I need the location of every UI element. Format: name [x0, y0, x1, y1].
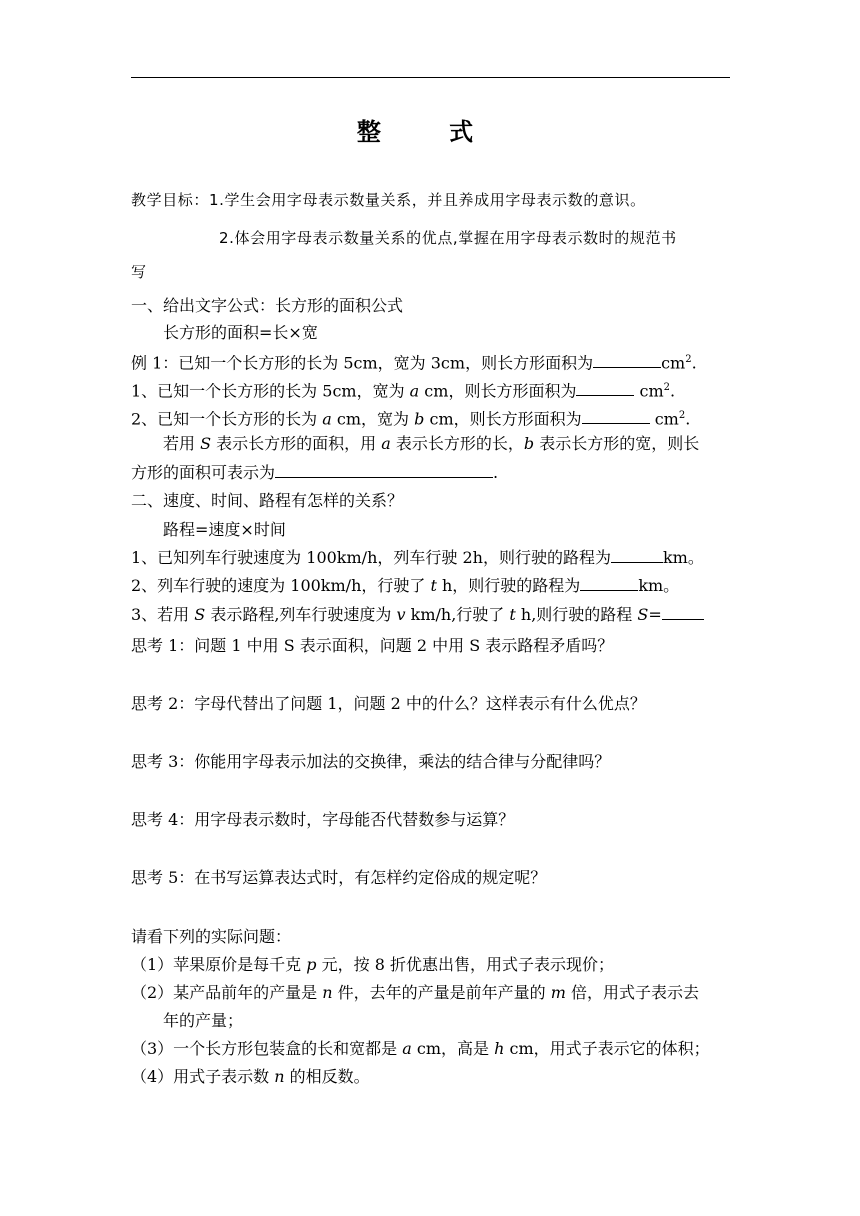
example-1	[131, 350, 697, 373]
unit: cm	[661, 353, 686, 373]
practice-1	[131, 955, 614, 975]
unit: km。	[638, 576, 680, 595]
answer-blank[interactable]	[611, 548, 663, 563]
page-title: 整 式	[356, 117, 504, 146]
answer-blank[interactable]	[582, 409, 650, 424]
para-text: 表示长方形的宽，则长	[534, 434, 700, 453]
question-text: 2、已知一个长方形的长为	[131, 409, 323, 429]
period: .	[670, 381, 676, 401]
para-text: 方形的面积可表示为	[131, 463, 276, 482]
question-1-2	[131, 406, 690, 429]
question-text: cm，宽为	[331, 409, 415, 429]
period: .	[493, 463, 499, 482]
practice-text: 元，按 8 折优惠出售，用式子表示现价；	[316, 955, 614, 974]
question-1-1	[131, 378, 675, 401]
example-1-text: 例 1：已知一个长方形的长为 5cm，宽为 3cm，则长方形面积为	[131, 353, 594, 373]
practice-text: 倍，用式子表示去	[565, 983, 700, 1002]
unit: cm	[634, 381, 664, 401]
variable-n: n	[322, 983, 333, 1002]
question-text: cm，则长方形面积为	[424, 409, 582, 429]
variable-n: n	[274, 1067, 285, 1086]
question-text: 1、已知一个长方形的长为 5cm，宽为	[131, 381, 410, 401]
variable-a: a	[322, 409, 332, 429]
variable-b: b	[523, 434, 535, 453]
question-2-3	[131, 605, 704, 625]
objective-1	[131, 190, 646, 210]
answer-blank[interactable]	[593, 353, 661, 368]
distance-formula: 路程=速度×时间	[163, 520, 286, 539]
question-text: 3、若用	[131, 605, 195, 624]
variable-h: h	[494, 1039, 505, 1058]
practice-4	[131, 1067, 370, 1087]
thinking-5: 思考 5：在书写运算表达式时，有怎样约定俗成的规定呢？	[131, 868, 547, 887]
variable-t: t	[509, 605, 516, 624]
header-rule	[131, 77, 730, 78]
period: .	[691, 353, 697, 373]
thinking-3: 思考 3：你能用字母表示加法的交换律，乘法的结合律与分配律吗？	[131, 752, 611, 771]
answer-blank[interactable]	[275, 463, 493, 478]
unit: cm	[649, 409, 679, 429]
question-text: 1、已知列车行驶速度为 100km/h，列车行驶 2h，则行驶的路程为	[131, 548, 611, 567]
variable-a: a	[402, 1039, 412, 1058]
variable-S: S	[200, 434, 212, 453]
practice-text: （2）某产品前年的产量是	[131, 983, 323, 1002]
practice-3	[131, 1039, 710, 1059]
question-text: h,则行驶的路程	[515, 605, 638, 624]
unit-exponent: 2	[678, 410, 686, 421]
section1-heading: 一、给出文字公式：长方形的面积公式	[131, 296, 404, 315]
objectives-label: 教学目标：	[131, 191, 210, 209]
unit-exponent: 2	[663, 382, 671, 393]
answer-blank[interactable]	[580, 576, 638, 591]
question-2-2	[131, 576, 679, 596]
area-formula: 长方形的面积=长×宽	[163, 323, 318, 342]
section2-heading: 二、速度、时间、路程有怎样的关系？	[131, 491, 404, 510]
unit-exponent: 2	[685, 354, 692, 365]
objective-item-1: 1.学生会用字母表示数量关系，并且养成用字母表示数的意识。	[209, 191, 646, 209]
period: .	[685, 409, 691, 429]
practice-text: 件，去年的产量是前年产量的	[332, 983, 551, 1002]
variable-S: S	[194, 605, 206, 624]
question-text: h，则行驶的路程为	[436, 576, 581, 595]
objective-2-cont: 写	[131, 263, 147, 281]
question-2-1	[131, 548, 704, 568]
variable-m: m	[550, 983, 566, 1002]
practice-text: （1）苹果原价是每千克	[131, 955, 307, 974]
answer-blank[interactable]	[576, 381, 634, 396]
para-text: 表示长方形的长，	[390, 434, 524, 453]
practice-text: cm，用式子表示它的体积；	[504, 1039, 710, 1058]
variable-a: a	[381, 434, 391, 453]
objective-2: 2.体会用字母表示数量关系的优点,掌握在用字母表示数时的规范书	[219, 229, 677, 247]
practice-2	[131, 983, 699, 1003]
area-paragraph-line1	[163, 434, 699, 454]
variable-b: b	[414, 409, 425, 429]
para-text: 若用	[163, 434, 201, 453]
question-text: 表示路程,列车行驶速度为	[205, 605, 397, 624]
equals: =	[648, 605, 662, 624]
variable-p: p	[306, 955, 317, 974]
practice-text: （4）用式子表示数	[131, 1067, 275, 1086]
thinking-1: 思考 1：问题 1 中用 S 表示面积，问题 2 中用 S 表示路程矛盾吗？	[131, 636, 614, 655]
practice-text: （3）一个长方形包装盒的长和宽都是	[131, 1039, 403, 1058]
variable-t: t	[430, 576, 437, 595]
thinking-4: 思考 4：用字母表示数时，字母能否代替数参与运算？	[131, 810, 515, 829]
practice-text: cm，高是	[411, 1039, 495, 1058]
question-text: km/h,行驶了	[405, 605, 510, 624]
area-paragraph-line2	[131, 463, 498, 483]
variable-S: S	[637, 605, 649, 624]
para-text: 表示长方形的面积，用	[211, 434, 382, 453]
practice-2-cont: 年的产量；	[163, 1011, 244, 1030]
question-text: cm，则长方形面积为	[419, 381, 577, 401]
question-text: 2、列车行驶的速度为 100km/h，行驶了	[131, 576, 431, 595]
practice-text: 的相反数。	[284, 1067, 370, 1086]
thinking-2: 思考 2：字母代替出了问题 1，问题 2 中的什么？这样表示有什么优点？	[131, 694, 646, 713]
unit: km。	[662, 548, 704, 567]
variable-v: v	[396, 605, 406, 624]
answer-blank[interactable]	[662, 605, 704, 620]
practice-heading: 请看下列的实际问题：	[131, 927, 292, 946]
variable-a: a	[409, 381, 420, 401]
